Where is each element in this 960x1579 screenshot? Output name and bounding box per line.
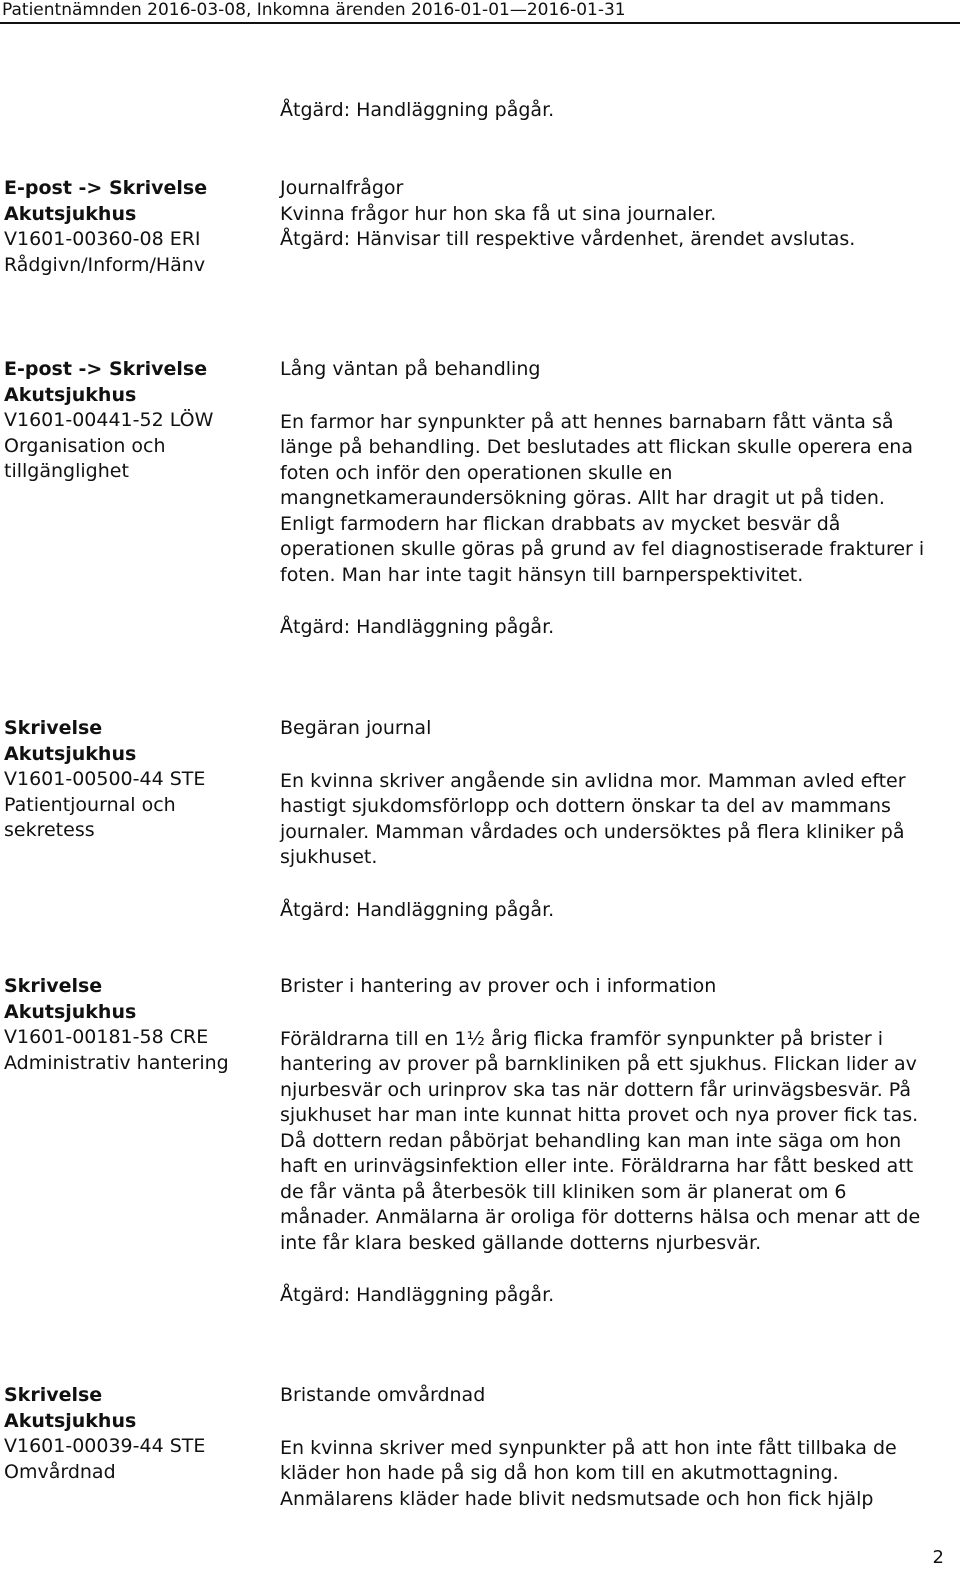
- top-action: Åtgärd: Handläggning pågår.: [280, 99, 555, 121]
- header-title: Patientnämnden 2016-03-08, Inkomna ärenden 2016-01-01—2016-01-31: [2, 0, 626, 20]
- case-code: V1601-00441-52 LÖW: [4, 409, 214, 431]
- page-number: 2: [932, 1547, 944, 1568]
- case-unit: Akutsjukhus: [4, 1409, 137, 1432]
- case-content: [280, 176, 940, 253]
- case-body: Föräldrarna till en 1½ årig flicka framför synpunkter på brister i hantering av prover på barnkliniken på ett sjukhus. Flickan lider av njurbesvär och urinprov ska tas när dottern får urinvägsbesvär. På sjukhuset har man inte kunnat hitta provet och nya prover fick tas. Då dottern redan påbörjat behandling kan man inte säga om hon haft en urinvägsinfektion eller inte. Föräldrarna har fått besked att de får vänta på återbesök till kliniken som är planerat om 6 månader. Anmälarna är oroliga för dotterns hälsa och menar att de inte får klara besked gällande dotterns njurbesvär.: [280, 1027, 921, 1254]
- case-meta: [4, 1383, 266, 1485]
- case-meta: [4, 357, 266, 485]
- case-title: Brister i hantering av prover och i information: [280, 975, 717, 997]
- case-action: Åtgärd: Handläggning pågår.: [280, 1284, 555, 1306]
- case-channel: E-post -> Skrivelse: [4, 358, 208, 380]
- case-action: Åtgärd: Handläggning pågår.: [280, 616, 555, 638]
- case-code: V1601-00039-44 STE: [4, 1435, 206, 1457]
- case-category: Omvårdnad: [4, 1460, 116, 1483]
- case-channel: Skrivelse: [4, 717, 103, 739]
- case-meta: [4, 176, 266, 278]
- case-body: En farmor har synpunkter på att hennes barnabarn fått vänta så länge på behandling. Det beslutades att flickan skulle operera ena foten och inför den operationen skulle en mangnetkameraundersökning göras. Allt har dragit ut på tiden. Enligt farmodern har flickan drabbats av mycket besvär då operationen skulle göras på grund av fel diagnostiserade frakturer i foten. Man har inte tagit hänsyn till barnperspektivitet.: [280, 410, 925, 586]
- case-content: [280, 357, 940, 641]
- case-content: [280, 1383, 940, 1512]
- case-unit: Akutsjukhus: [4, 202, 137, 225]
- case-title: Lång väntan på behandling: [280, 358, 541, 380]
- case-unit: Akutsjukhus: [4, 383, 137, 406]
- case-category: Rådgivn/Inform/Hänv: [4, 253, 206, 276]
- case-title: Begäran journal: [280, 717, 432, 739]
- case-code: V1601-00500-44 STE: [4, 768, 206, 790]
- case-body: Kvinna frågor hur hon ska få ut sina journaler.: [280, 202, 717, 225]
- case-code: V1601-00360-08 ERI: [4, 228, 201, 250]
- case-category: Organisation och tillgänglighet: [4, 434, 166, 482]
- case-title: Journalfrågor: [280, 177, 404, 199]
- case-action: Åtgärd: Handläggning pågår.: [280, 898, 555, 921]
- case-meta: [4, 716, 266, 844]
- case-content: [280, 974, 940, 1309]
- case-category: Administrativ hantering: [4, 1051, 229, 1074]
- case-category: Patientjournal och sekretess: [4, 793, 176, 841]
- page-header: [0, 0, 960, 24]
- case-body: En kvinna skriver med synpunkter på att hon inte fått tillbaka de kläder hon hade på sig då hon kom till en akutmottagning. Anmälarens kläder hade blivit nedsmutsade och hon fick hjälp: [280, 1436, 897, 1510]
- case-title: Bristande omvårdnad: [280, 1384, 486, 1406]
- case-channel: Skrivelse: [4, 1384, 103, 1406]
- case-body: En kvinna skriver angående sin avlidna mor. Mamman avled efter hastigt sjukdomsförlopp och dottern önskar ta del av mammans journaler. Mamman vårdades och undersöktes på flera kliniker på sjukhuset.: [280, 769, 906, 868]
- case-code: V1601-00181-58 CRE: [4, 1026, 209, 1048]
- case-unit: Akutsjukhus: [4, 1000, 137, 1023]
- case-channel: E-post -> Skrivelse: [4, 177, 208, 199]
- case-content: [280, 716, 940, 923]
- case-channel: Skrivelse: [4, 975, 103, 997]
- case-action: Åtgärd: Hänvisar till respektive vårdenhet, ärendet avslutas.: [280, 228, 856, 250]
- case-meta: [4, 974, 266, 1076]
- case-unit: Akutsjukhus: [4, 742, 137, 765]
